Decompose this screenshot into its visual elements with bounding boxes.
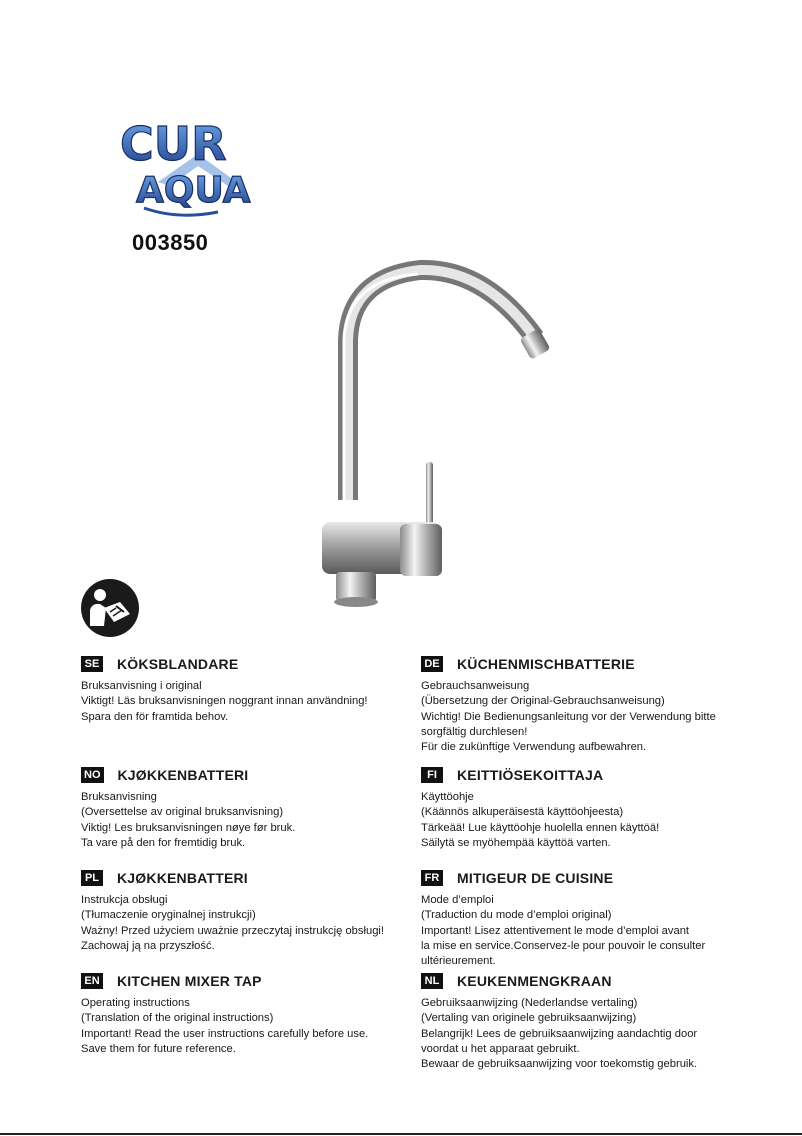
section-line: (Traduction du mode d’emploi original) [421,909,612,922]
read-manual-icon [80,578,140,638]
section-line: Viktigt! Läs bruksanvisningen noggrant innan användning! [81,695,368,708]
language-badge: NL [421,973,443,989]
section-title: KITCHEN MIXER TAP [117,973,262,989]
section-line: Säilytä se myöhempää käyttöä varten. [421,836,611,849]
section-line: Bruksanvisning i original [81,680,202,692]
section-line: Tärkeää! Lue käyttöohje huolella ennen käyttöä! [421,821,660,834]
language-badge: PL [81,870,103,886]
section-line: Ważny! Przed użyciem uważnie przeczytaj instrukcję obsługi! [81,924,385,937]
section-line: Bruksanvisning [81,791,157,803]
section-line: Zachowaj ją na przyszłość. [81,939,215,952]
section-line: Bewaar de gebruiksaanwijzing voor toekomstig gebruik. [421,1058,698,1071]
section-line: Ta vare på den for fremtidig bruk. [81,836,246,849]
section-title: KJØKKENBATTERI [117,870,248,886]
section-se [81,654,411,725]
section-line: Für die zukünftige Verwendung aufbewahren. [421,741,647,754]
curaqua-logo [118,112,278,224]
logo-text-aqua: AQUA [136,170,251,211]
language-badge: NO [81,767,104,783]
section-line: (Translation of the original instructions) [81,1012,274,1025]
section-line: (Vertaling van originele gebruiksaanwijzing) [421,1012,637,1025]
section-line: Käyttöohje [421,791,474,803]
section-title: KÖKSBLANDARE [117,656,239,672]
section-title: KEUKENMENGKRAAN [457,973,612,989]
section-title: KEITTIÖSEKOITTAJA [457,767,604,783]
section-title: MITIGEUR DE CUISINE [457,870,614,886]
section-line: Operating instructions [81,997,190,1009]
faucet-illustration [310,250,560,610]
section-line: Gebruiksaanwijzing (Nederlandse vertaling) [421,997,638,1009]
section-line: (Tłumaczenie oryginalnej instrukcji) [81,909,256,922]
section-en [81,971,411,1057]
section-line: la mise en service.Conservez-le pour pouvoir le consulter [421,939,706,952]
section-de [421,654,751,755]
language-badge: FR [421,870,443,886]
language-badge: EN [81,973,103,989]
section-line: Important! Lisez attentivement le mode d’emploi avant [421,924,690,937]
section-line: Spara den för framtida behov. [81,710,229,723]
section-line: ultérieurement. [421,955,496,968]
section-line: Important! Read the user instructions carefully before use. [81,1027,369,1040]
section-line: Wichtig! Die Bedienungsanleitung vor der Verwendung bitte [421,710,716,723]
section-pl [81,868,411,954]
section-line: Mode d’emploi [421,894,494,906]
section-line: Instrukcja obsługi [81,894,168,906]
section-line: Belangrijk! Lees de gebruiksaanwijzing aandachtig door [421,1027,698,1040]
section-fi [421,765,751,851]
bottom-rule [0,1133,802,1135]
section-title: KÜCHENMISCHBATTERIE [457,656,635,672]
section-line: sorgfältig durchlesen! [421,725,528,738]
section-line: (Käännös alkuperäisestä käyttöohjeesta) [421,806,624,819]
logo-text-cur: CUR [120,117,227,171]
product-code: 003850 [132,230,209,255]
section-title: KJØKKENBATTERI [117,767,249,783]
section-line: Save them for future reference. [81,1042,236,1055]
section-line: voordat u het apparaat gebruikt. [421,1042,580,1055]
section-line: Gebrauchsanweisung [421,680,530,692]
language-badge: DE [421,656,443,672]
language-badge: FI [421,767,443,783]
section-nl [421,971,751,1072]
section-line: (Oversettelse av original bruksanvisning) [81,806,284,819]
section-fr [421,868,751,969]
section-line: (Übersetzung der Original-Gebrauchsanweisung) [421,695,665,708]
section-no [81,765,411,851]
language-badge: SE [81,656,103,672]
section-line: Viktig! Les bruksanvisningen nøye før bruk. [81,821,296,834]
